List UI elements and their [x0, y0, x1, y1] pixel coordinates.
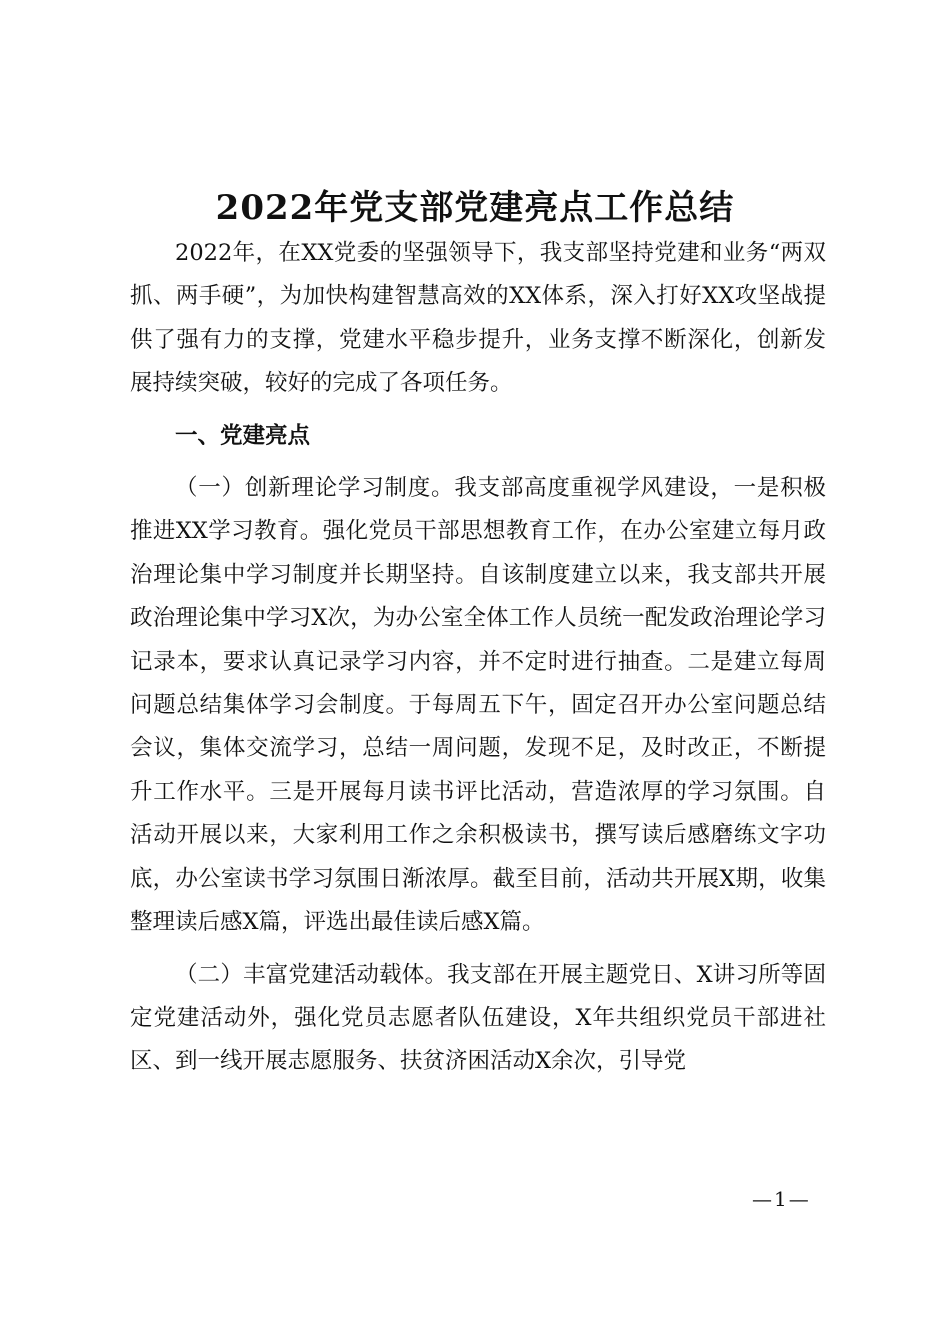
- subsection-1-paragraph: [130, 467, 826, 944]
- subsection-2-body: 我支部在开展主题党日、X讲习所等固定党建活动外，强化党员志愿者队伍建设，X年共组织党员干部进社区、到一线开展志愿服务、扶贫济困活动X余次，引导党: [130, 961, 826, 1075]
- subsection-1-body: 我支部高度重视学风建设，一是积极推进XX学习教育。强化党员干部思想教育工作，在办公室建立每月政治理论集中学习制度并长期坚持。自该制度建立以来，我支部共开展政治理论集中学习X次，为办公室全体工作人员统一配发政治理论学习记录本，要求认真记录学习内容，并不定时进行抽查。二是建立每周问题总结集体学习会制度。于每周五下午，固定召开办公室问题总结会议，集体交流学习，总结一周问题，发现不足，及时改正，不断提升工作水平。三是开展每月读书评比活动，营造浓厚的学习氛围。自活动开展以来，大家利用工作之余积极读书，撰写读后感磨练文字功底，办公室读书学习氛围日渐浓厚。截至目前，活动共开展X期，收集整理读后感X篇，评选出最佳读后感X篇。: [130, 475, 826, 936]
- document-title: 2022年党支部党建亮点工作总结: [215, 188, 735, 228]
- document-body: [130, 232, 826, 1084]
- section-heading-party-highlights: 一、党建亮点: [175, 422, 311, 449]
- subsection-1-heading: （一）创新理论学习制度。: [175, 475, 455, 502]
- subsection-2-paragraph: [130, 954, 826, 1084]
- subsection-2-heading: （二）丰富党建活动载体。: [175, 961, 448, 988]
- page-number: —1—: [752, 1187, 811, 1211]
- intro-paragraph: 2022年，在XX党委的坚强领导下，我支部坚持党建和业务“两双抓、两手硬”，为加快构建智慧高效的XX体系，深入打好XX攻坚战提供了强有力的支撑，党建水平稳步提升，业务支撑不断深化，创新发展持续突破，较好的完成了各项任务。: [130, 240, 826, 397]
